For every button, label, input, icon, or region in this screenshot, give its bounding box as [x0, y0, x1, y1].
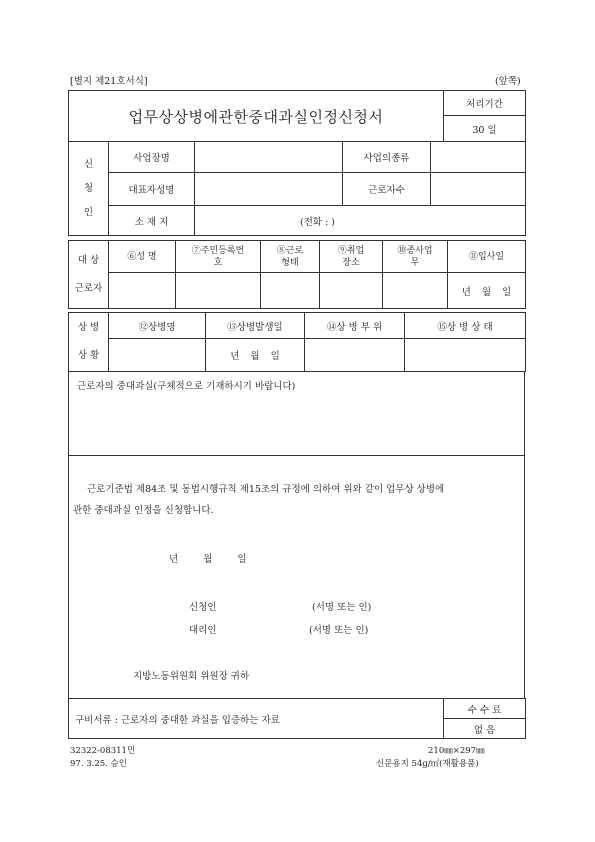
col-injury-name-label: ⑫상병명 — [109, 313, 206, 339]
agent-sign-label: 대리인 — [189, 625, 217, 636]
injury-date-field[interactable]: 년 월 일 — [206, 339, 305, 372]
applicant-group-label: 신 청 인 — [69, 142, 109, 236]
agent-signature[interactable]: (서명 또는 인) — [309, 625, 369, 636]
negligence-label: 근로자의 중대과실(구체적으로 기재하시기 바랍니다) — [77, 381, 296, 392]
injury-table — [68, 312, 526, 372]
documents-table — [68, 698, 526, 739]
paper-size: 210㎜×297㎜ — [428, 746, 485, 756]
injury-group-label: 상 병 상 황 — [69, 313, 109, 372]
title-table — [68, 90, 526, 142]
col-injury-part-label: ⑭상 병 부 위 — [305, 313, 405, 339]
form-code: 32322-08311민 — [70, 746, 136, 756]
declaration-section — [68, 455, 525, 699]
col-injury-date-label: ⑬상병발생일 — [206, 313, 305, 339]
hire-date-field[interactable]: 년 월 일 — [448, 273, 526, 309]
fee-label: 수 수 료 — [444, 699, 526, 719]
col-injury-status-label: ⑮상 병 상 태 — [405, 313, 526, 339]
required-documents-label: 구비서류 : 근로자의 중대한 과실을 입증하는 자료 — [69, 699, 444, 739]
worker-count-label: 근로자수 — [343, 173, 431, 206]
form-number: [별지 제21호서식] — [70, 76, 148, 87]
applicant-signature[interactable]: (서명 또는 인) — [312, 602, 372, 613]
address-field[interactable] — [195, 206, 526, 236]
work-type-field[interactable] — [261, 273, 320, 309]
col-duty-label: ⑩종사업무 — [383, 241, 448, 273]
recipient: 지방노동위원회 위원장 귀하 — [133, 671, 250, 682]
processing-period-label: 처리기간 — [444, 91, 526, 116]
target-worker-table — [68, 240, 526, 309]
declaration-date[interactable]: 년 월 일 — [169, 554, 247, 565]
address-label: 소 재 지 — [109, 206, 195, 236]
page-side-label: (앞쪽) — [495, 76, 521, 87]
applicant-sign-label: 신청인 — [189, 602, 217, 613]
company-name-label: 사업장명 — [109, 142, 195, 173]
col-work-type-label: ⑧근로형태 — [261, 241, 320, 273]
work-place-field[interactable] — [320, 273, 383, 309]
fee-value: 없 음 — [444, 719, 526, 739]
name-field[interactable] — [109, 273, 176, 309]
declaration-text-line1: 근로기준법 제84조 및 동법시행규칙 제15조의 규정에 의하여 위와 같이 업무상 상병에 — [87, 484, 445, 495]
worker-count-field[interactable] — [431, 173, 526, 206]
paper-type: 신문용지 54g/㎡(재활용품) — [376, 759, 479, 769]
injury-part-field[interactable] — [305, 339, 405, 372]
representative-field[interactable] — [195, 173, 343, 206]
col-hire-date-label: ⑪입사일 — [448, 241, 526, 273]
negligence-field[interactable] — [68, 371, 525, 456]
representative-label: 대표자성명 — [109, 173, 195, 206]
business-type-field[interactable] — [431, 142, 526, 173]
phone-label: (전화 : ) — [300, 216, 336, 228]
business-type-label: 사업의종류 — [343, 142, 431, 173]
applicant-table — [68, 141, 526, 236]
target-worker-group-label: 대 상 근로자 — [69, 241, 109, 309]
col-work-place-label: ⑨취업장소 — [320, 241, 383, 273]
col-resident-no-label: ⑦주민등록번호 — [176, 241, 261, 273]
col-name-label: ⑥성 명 — [109, 241, 176, 273]
declaration-text-line2: 관한 중대과실 인정을 신청합니다. — [73, 505, 214, 516]
injury-name-field[interactable] — [109, 339, 206, 372]
approval-date: 97. 3.25. 승인 — [70, 759, 127, 769]
processing-period-value: 30 일 — [444, 116, 526, 142]
duty-field[interactable] — [383, 273, 448, 309]
form-title: 업무상상병에관한중대과실인정신청서 — [69, 91, 444, 142]
company-name-field[interactable] — [195, 142, 343, 173]
resident-no-field[interactable] — [176, 273, 261, 309]
injury-status-field[interactable] — [405, 339, 526, 372]
